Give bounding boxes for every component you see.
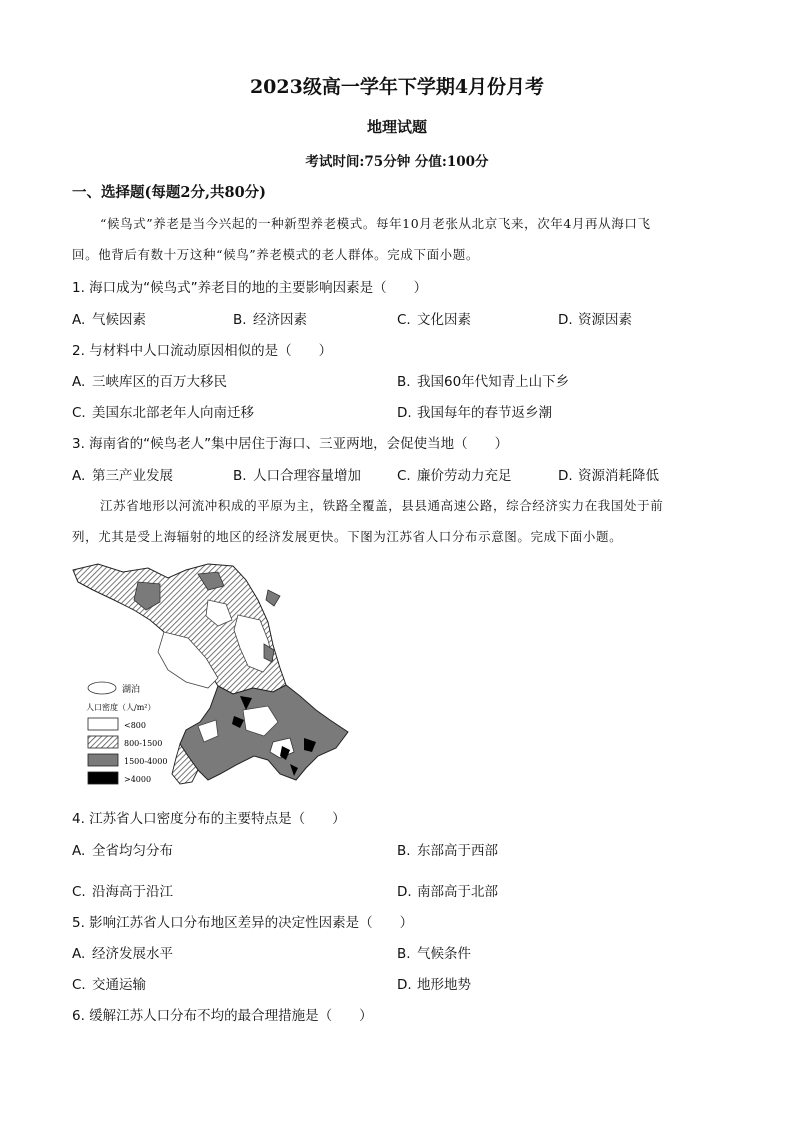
q1-option-d[interactable] — [558, 308, 632, 328]
exam-meta: 考试时间:75分钟 分值:100分 — [305, 154, 489, 170]
option-text: 经济因素 — [253, 312, 307, 328]
option-key: D. — [558, 312, 573, 328]
question-2-stem: 2. 与材料中人口流动原因相似的是（ ） — [72, 343, 333, 359]
material-2-line-1: 江苏省地形以河流冲积成的平原为主，铁路全覆盖，县县通高速公路，综合经济实力在我国处于前 — [100, 498, 664, 513]
legend-swatch-2 — [88, 736, 118, 748]
question-1-stem: 1. 海口成为“候鸟式”养老目的地的主要影响因素是（ ） — [72, 280, 428, 296]
jiangsu-population-map — [68, 560, 358, 790]
q5-option-c[interactable] — [72, 973, 146, 993]
legend-title: 人口密度（人/m²） — [86, 703, 156, 712]
option-text: 全省均匀分布 — [92, 843, 173, 859]
option-key: B. — [397, 843, 411, 859]
q3-option-b[interactable] — [233, 464, 361, 484]
option-text: 人口合理容量增加 — [253, 468, 361, 484]
question-3-stem: 3. 海南省的“候鸟老人”集中居住于海口、三亚两地，会促使当地（ ） — [72, 436, 509, 452]
exam-title: 2023级高一学年下学期4月份月考 — [249, 76, 545, 98]
option-key: C. — [72, 884, 86, 900]
q5-option-b[interactable] — [397, 942, 471, 962]
option-text: 我国每年的春节返乡潮 — [417, 405, 552, 421]
legend-label-1: <800 — [124, 721, 146, 730]
q5-option-d[interactable] — [397, 973, 471, 993]
option-key: D. — [397, 977, 412, 993]
exam-subject: 地理试题 — [366, 118, 427, 136]
option-key: C. — [397, 312, 411, 328]
option-key: B. — [397, 946, 411, 962]
option-text: 南部高于北部 — [417, 884, 498, 900]
q4-option-b[interactable] — [397, 839, 498, 859]
option-text: 三峡库区的百万大移民 — [92, 374, 227, 390]
q2-option-b[interactable] — [397, 370, 569, 390]
q4-option-d[interactable] — [397, 880, 498, 900]
question-6-stem: 6. 缓解江苏人口分布不均的最合理措施是（ ） — [72, 1008, 373, 1024]
q1-option-b[interactable] — [233, 308, 307, 328]
material-1-line-1: “候鸟式”养老是当今兴起的一种新型养老模式。每年10月老张从北京飞来，次年4月再从海口飞 — [100, 216, 651, 231]
option-key: A. — [72, 843, 86, 859]
q3-option-d[interactable] — [558, 464, 659, 484]
option-key: A. — [72, 946, 86, 962]
q2-option-a[interactable] — [72, 370, 227, 390]
q2-option-c[interactable] — [72, 401, 254, 421]
option-key: C. — [72, 977, 86, 993]
q3-option-c[interactable] — [397, 464, 512, 484]
option-text: 我国60年代知青上山下乡 — [417, 374, 570, 390]
question-4-stem: 4. 江苏省人口密度分布的主要特点是（ ） — [72, 811, 346, 827]
map-region-gray-4 — [266, 590, 280, 606]
option-text: 气候因素 — [92, 312, 146, 328]
legend-lake-label: 湖泊 — [122, 685, 141, 695]
legend-swatch-4 — [88, 772, 118, 784]
option-key: A. — [72, 312, 86, 328]
material-2-line-2: 列，尤其是受上海辐射的地区的经济发展更快。下图为江苏省人口分布示意图。完成下面小题。 — [72, 529, 623, 544]
option-key: D. — [397, 884, 412, 900]
q4-option-c[interactable] — [72, 880, 173, 900]
option-text: 经济发展水平 — [92, 946, 173, 962]
legend-label-4: >4000 — [124, 775, 152, 784]
legend-swatch-3 — [88, 754, 118, 766]
option-text: 交通运输 — [92, 977, 146, 993]
option-key: B. — [233, 312, 247, 328]
option-text: 东部高于西部 — [417, 843, 498, 859]
option-key: D. — [397, 405, 412, 421]
option-text: 气候条件 — [417, 946, 471, 962]
material-1-line-2: 回。他背后有数十万这种“候鸟”养老模式的老人群体。完成下面小题。 — [72, 247, 479, 262]
option-text: 地形地势 — [417, 977, 471, 993]
option-text: 沿海高于沿江 — [92, 884, 173, 900]
option-text: 第三产业发展 — [92, 468, 173, 484]
option-text: 文化因素 — [417, 312, 471, 328]
option-key: B. — [397, 374, 411, 390]
q4-option-a[interactable] — [72, 839, 173, 859]
section-heading: 一、选择题(每题2分,共80分) — [72, 184, 267, 201]
legend-lake-icon — [88, 682, 116, 694]
q2-option-d[interactable] — [397, 401, 552, 421]
legend-label-3: 1500-4000 — [124, 757, 168, 766]
q3-option-a[interactable] — [72, 464, 173, 484]
option-key: A. — [72, 468, 86, 484]
option-key: C. — [72, 405, 86, 421]
legend-swatch-1 — [88, 718, 118, 730]
map-legend — [86, 682, 167, 784]
option-text: 廉价劳动力充足 — [417, 468, 512, 484]
option-key: B. — [233, 468, 247, 484]
question-5-stem: 5. 影响江苏省人口分布地区差异的决定性因素是（ ） — [72, 915, 414, 931]
option-key: C. — [397, 468, 411, 484]
q5-option-a[interactable] — [72, 942, 173, 962]
q1-option-c[interactable] — [397, 308, 471, 328]
option-text: 资源因素 — [578, 312, 632, 328]
option-text: 美国东北部老年人向南迁移 — [92, 405, 254, 421]
option-key: A. — [72, 374, 86, 390]
option-text: 资源消耗降低 — [578, 468, 659, 484]
legend-label-2: 800-1500 — [124, 739, 163, 748]
option-key: D. — [558, 468, 573, 484]
q1-option-a[interactable] — [72, 308, 146, 328]
